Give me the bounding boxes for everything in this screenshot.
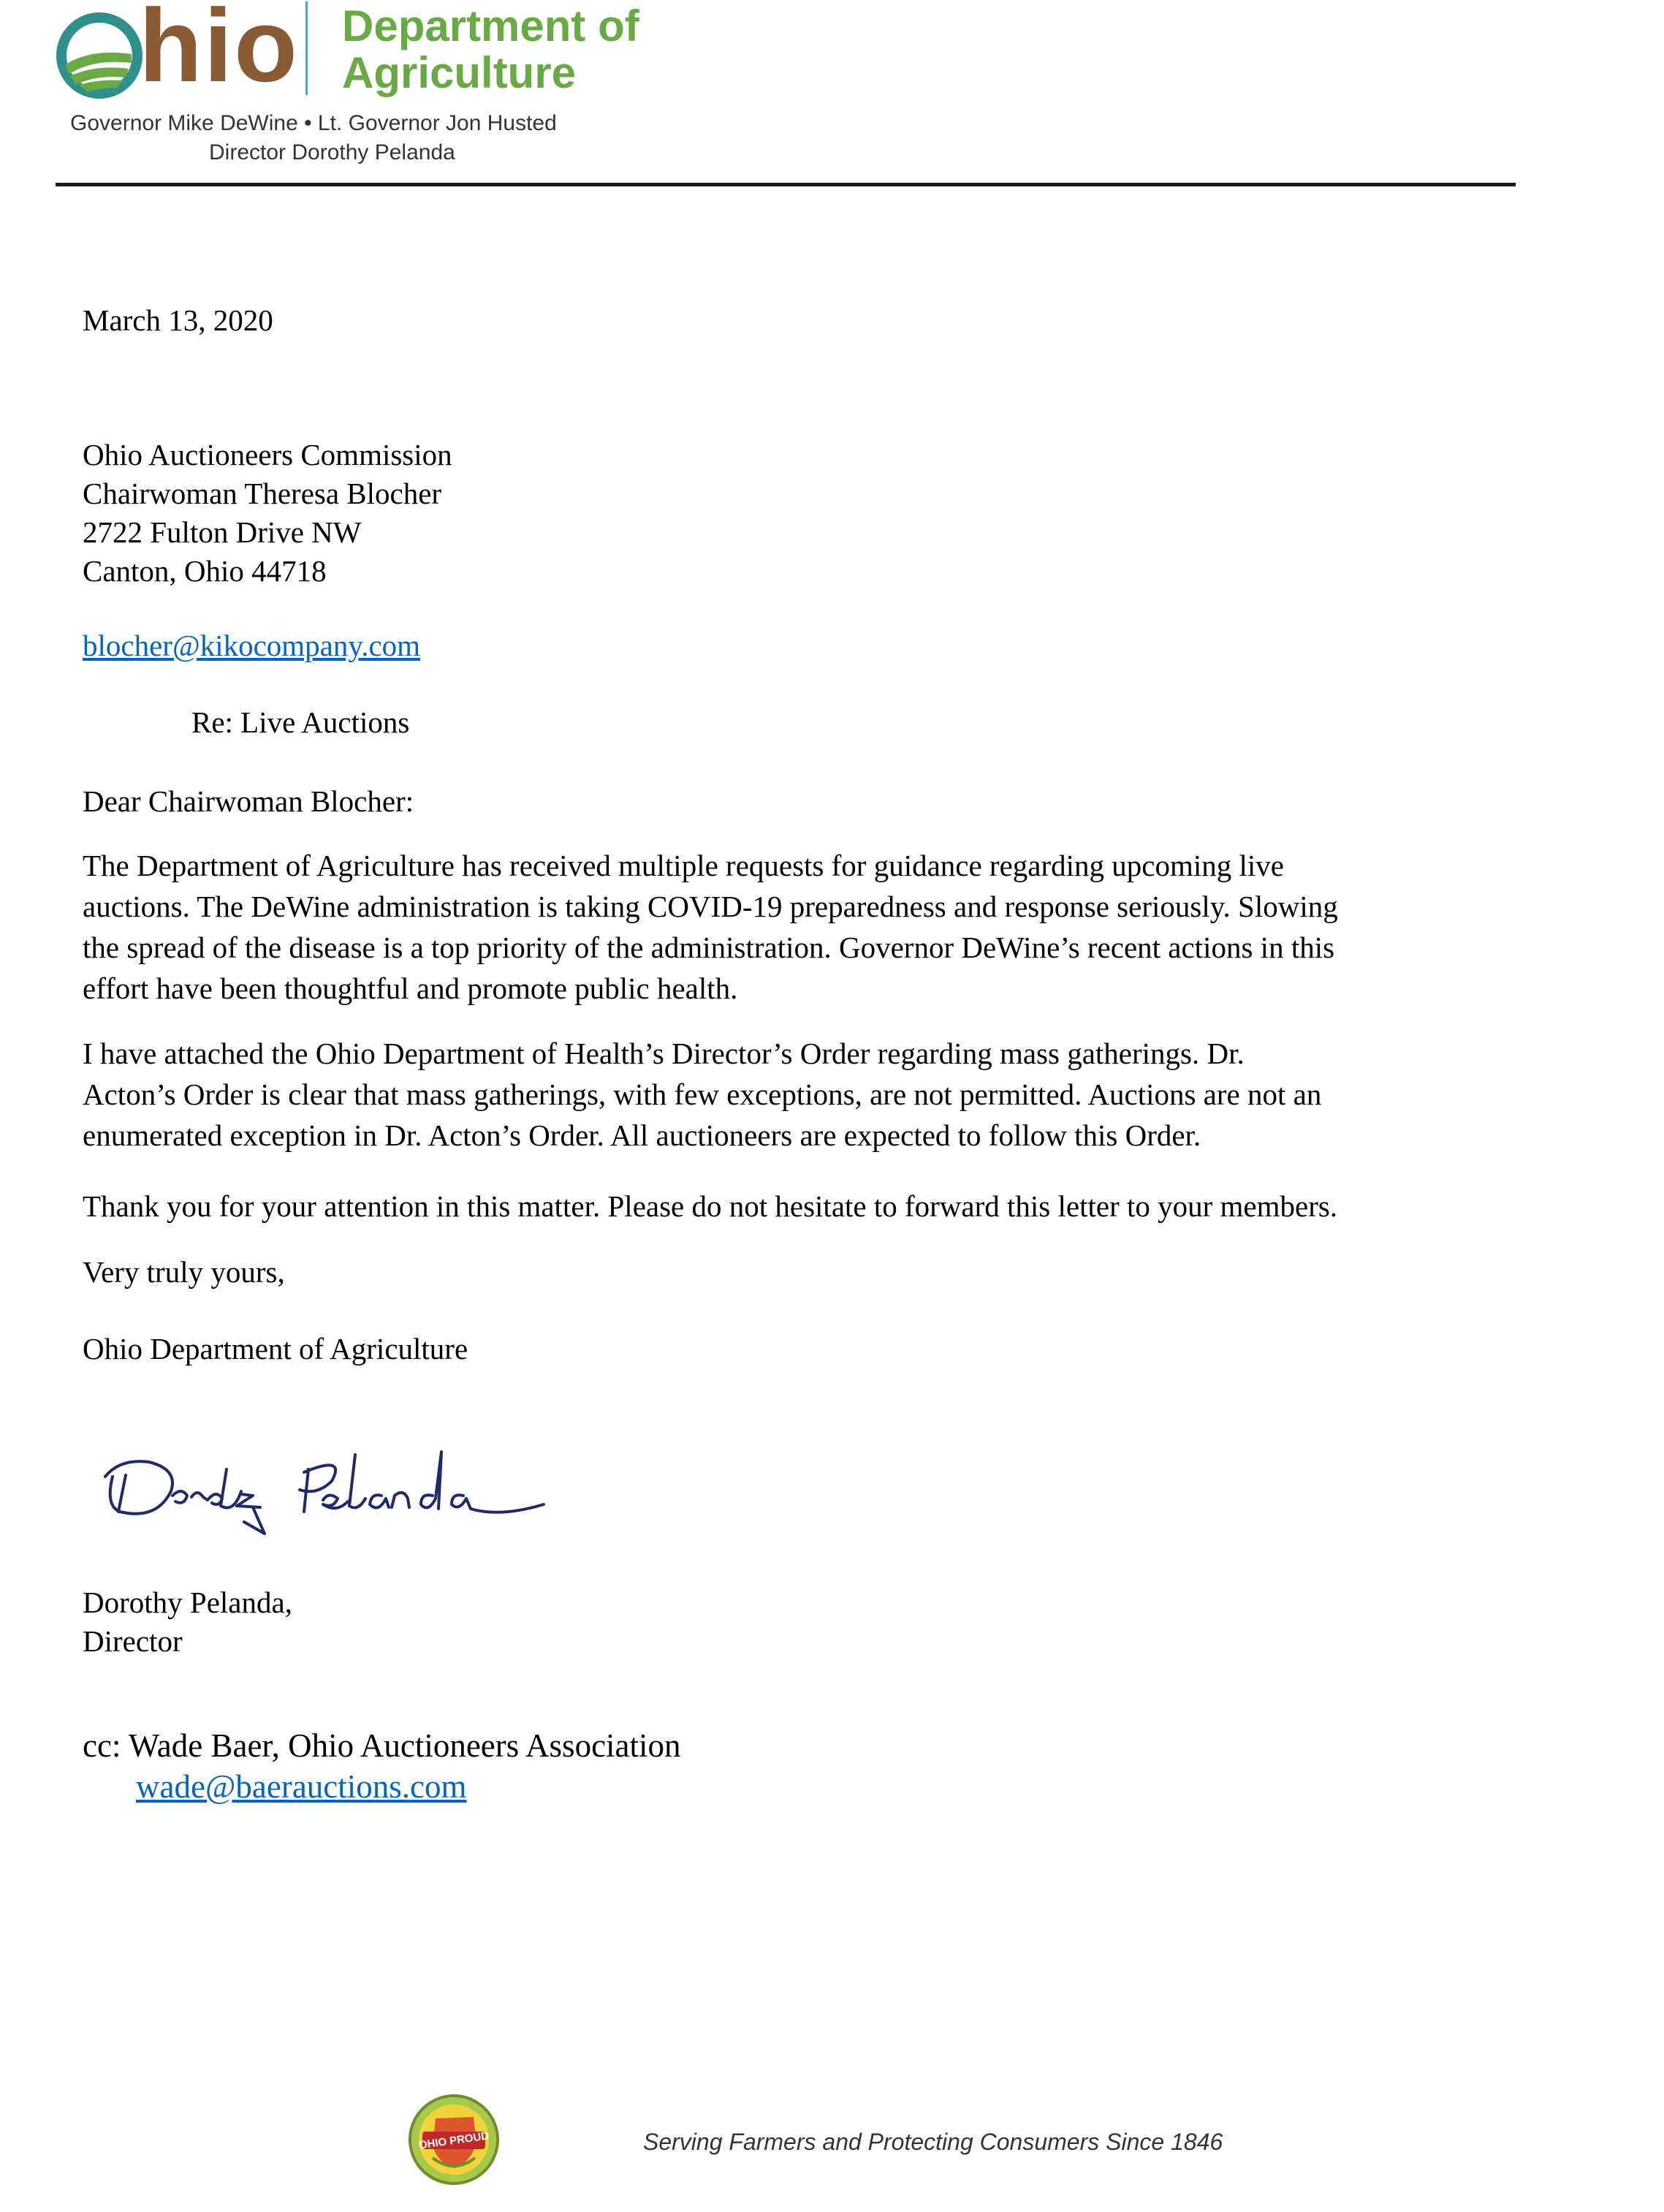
salutation: Dear Chairwoman Blocher: (83, 784, 414, 818)
department-title-line1: Department of (342, 1, 639, 50)
paragraph-line: The Department of Agriculture has received multiple requests for guidance regarding upcoming live (83, 849, 1284, 882)
paragraph-line: Acton’s Order is clear that mass gatherings, with few exceptions, are not permitted. Auctions are not an (83, 1077, 1322, 1111)
signer-block (83, 1583, 292, 1661)
paragraph-line: effort have been thoughtful and promote public health. (83, 971, 738, 1005)
logo-divider (305, 1, 308, 95)
recipient-line: Ohio Auctioneers Commission (83, 438, 452, 471)
cc-email-link[interactable]: wade@baerauctions.com (136, 1768, 467, 1805)
department-title (342, 3, 639, 96)
paragraph-line: I have attached the Ohio Department of Health’s Director’s Order regarding mass gatherings. Dr. (83, 1037, 1245, 1070)
letter-date: March 13, 2020 (83, 303, 273, 337)
header-rule (56, 183, 1516, 186)
signing-organization: Ohio Department of Agriculture (83, 1332, 468, 1366)
footer-tagline: Serving Farmers and Protecting Consumers Since 1846 (643, 2129, 1223, 2155)
officials-line: Governor Mike DeWine • Lt. Governor Jon Husted (70, 111, 557, 135)
recipient-block (83, 436, 452, 591)
paragraph-1 (83, 845, 1338, 1009)
paragraph-line: the spread of the disease is a top priority of the administration. Governor DeWine’s recent actions in this (83, 931, 1335, 964)
paragraph-line: auctions. The DeWine administration is taking COVID-19 preparedness and response seriously. Slowing (83, 890, 1338, 923)
recipient-line: Chairwoman Theresa Blocher (83, 477, 442, 510)
recipient-email-link[interactable]: blocher@kikocompany.com (83, 629, 421, 662)
ohio-proud-seal-icon (406, 2092, 501, 2187)
paragraph-line: enumerated exception in Dr. Acton’s Order. All auctioneers are expected to follow this Order. (83, 1118, 1201, 1152)
signer-title: Director (83, 1624, 183, 1658)
ohio-logo-o-icon (56, 12, 143, 99)
ohio-logo-wordmark: hio (139, 0, 299, 104)
signer-name: Dorothy Pelanda, (83, 1586, 292, 1619)
recipient-line: 2722 Fulton Drive NW (83, 515, 362, 549)
subject-line: Re: Live Auctions (191, 705, 410, 739)
cc-line: cc: Wade Baer, Ohio Auctioneers Association (83, 1727, 681, 1764)
director-line: Director Dorothy Pelanda (209, 140, 455, 164)
seal-text: OHIO PROUD (418, 2129, 490, 2152)
paragraph-2 (83, 1033, 1321, 1156)
signature-image (91, 1425, 573, 1542)
paragraph-3: Thank you for your attention in this matter. Please do not hesitate to forward this letter to your members. (83, 1189, 1338, 1223)
department-title-line2: Agriculture (342, 48, 577, 97)
recipient-line: Canton, Ohio 44718 (83, 554, 327, 588)
closing: Very truly yours, (83, 1255, 285, 1289)
